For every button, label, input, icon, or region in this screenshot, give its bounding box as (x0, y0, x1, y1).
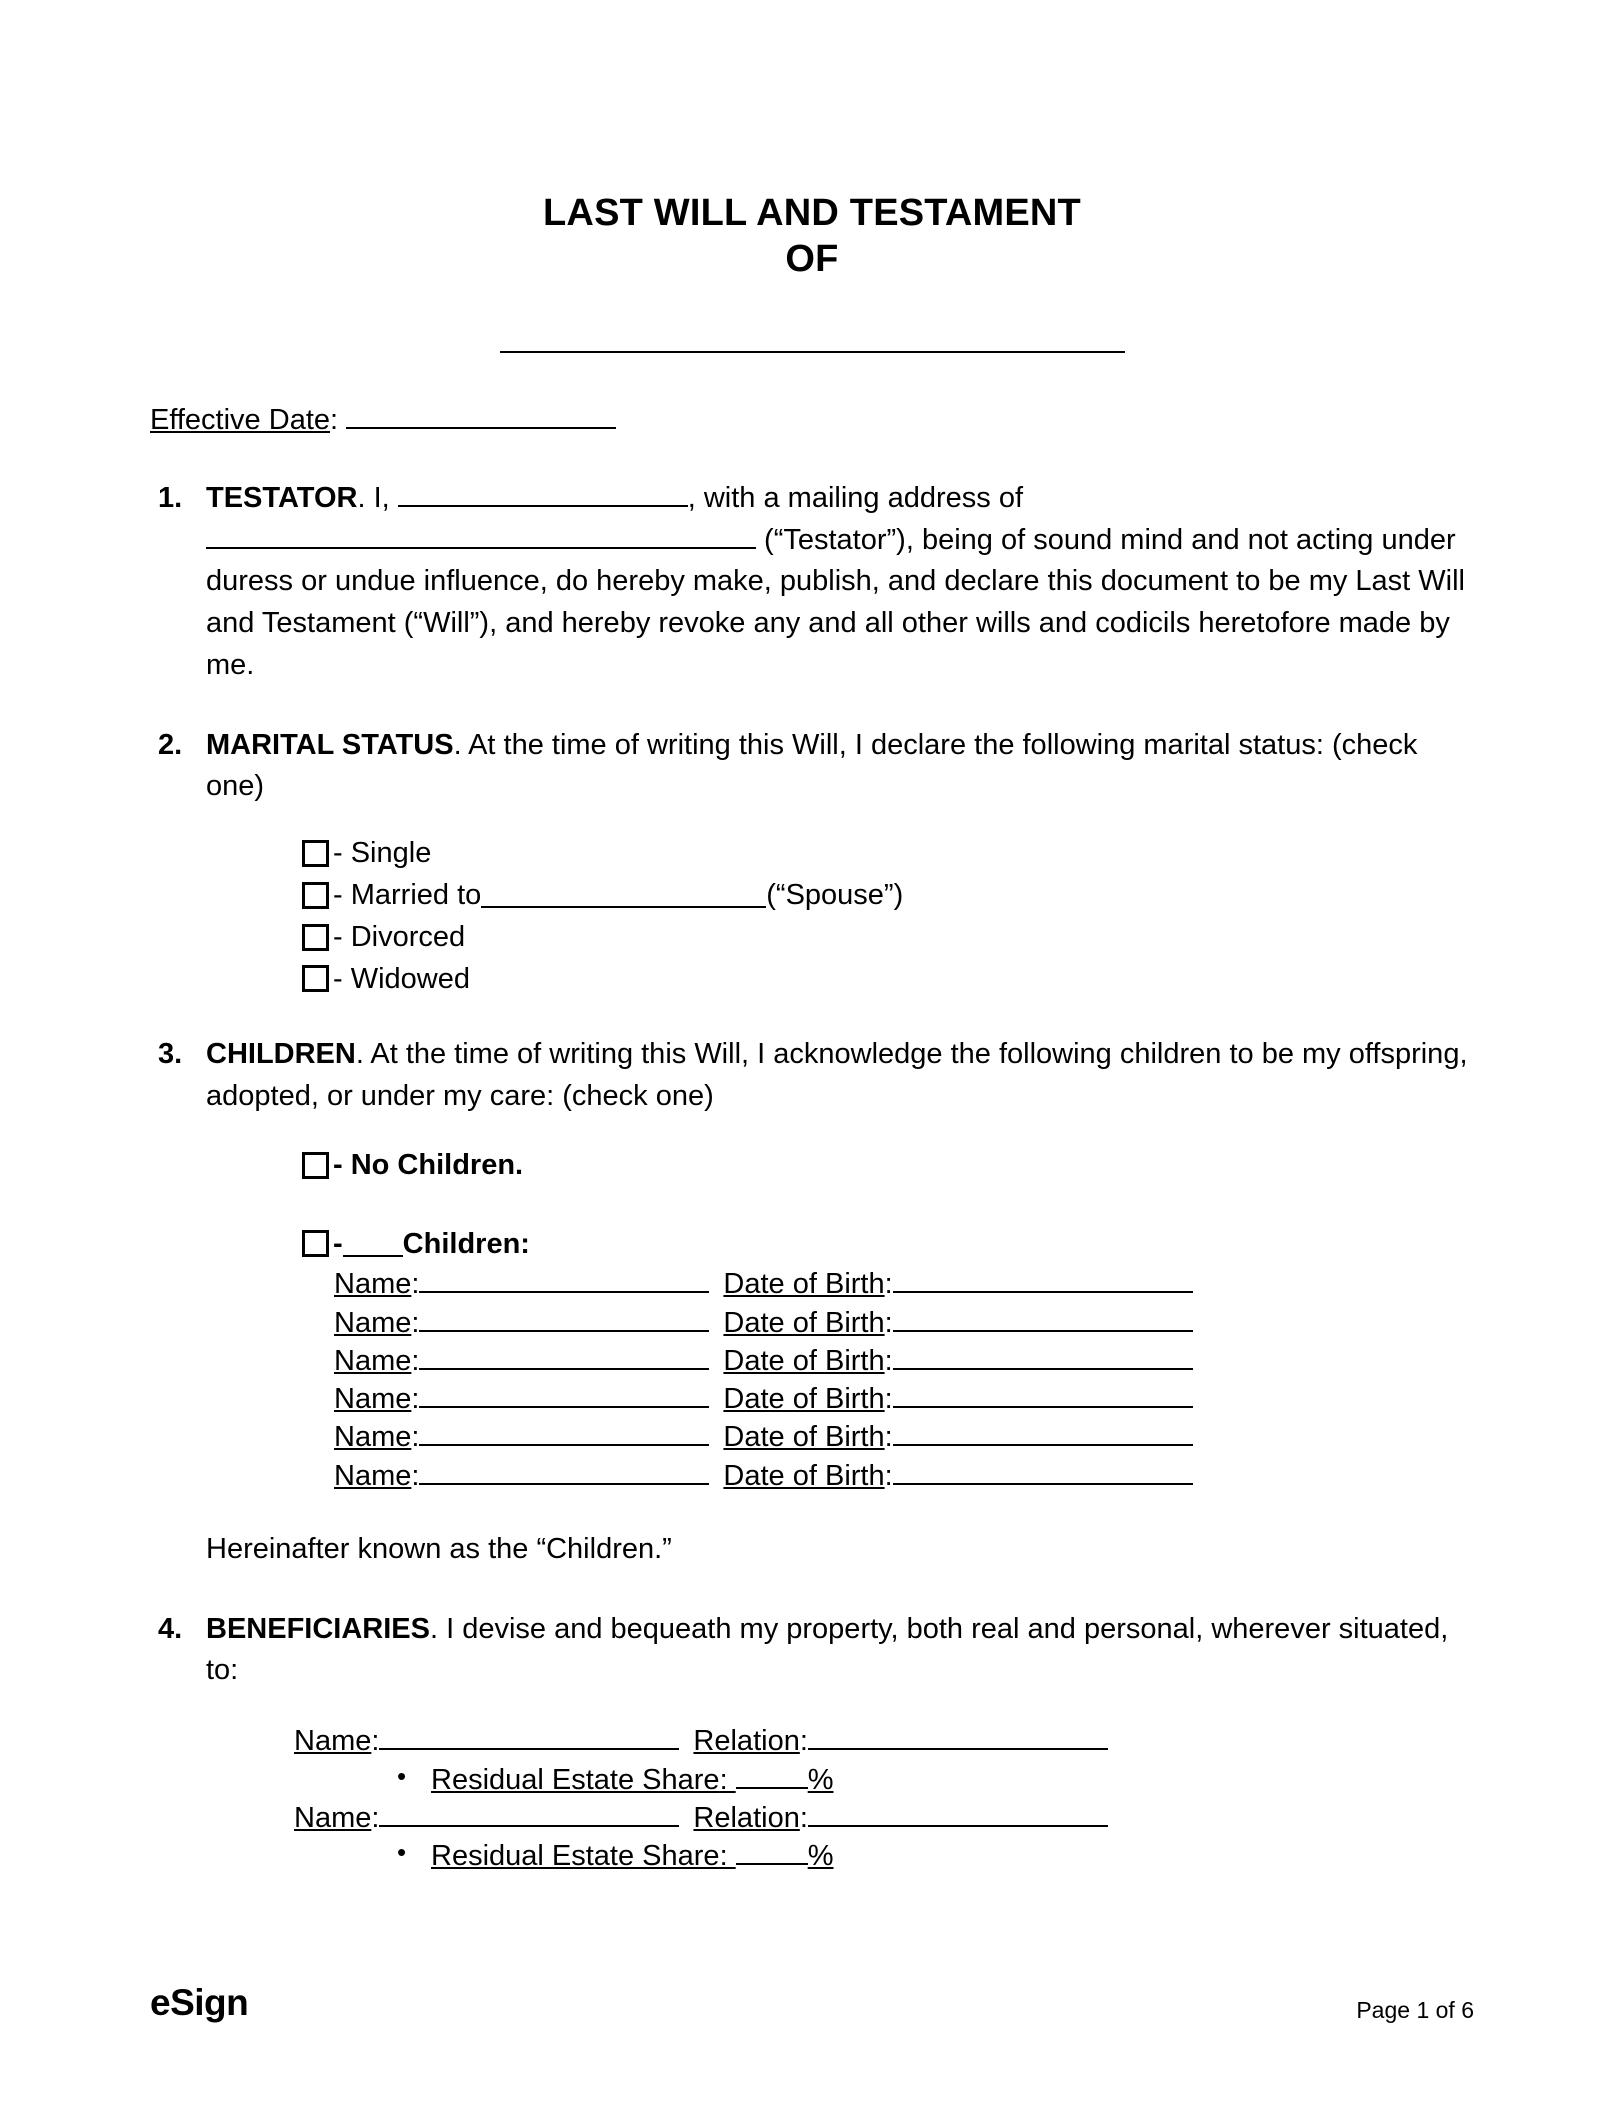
child-name-label: Name (334, 1344, 412, 1377)
esign-logo: eSign (150, 1982, 249, 2023)
beneficiary-share-row (389, 1837, 1474, 1875)
beneficiary-row (294, 1722, 1474, 1760)
colon: : (884, 1459, 893, 1492)
child-name-field[interactable] (419, 1344, 709, 1370)
children-option-none-label: - No Children. (333, 1148, 524, 1181)
child-row (334, 1265, 1474, 1303)
marital-option-married-suffix: (“Spouse”) (766, 878, 904, 911)
beneficiary-name-field[interactable] (379, 1724, 679, 1750)
section-testator (150, 478, 1474, 687)
child-name-label: Name (334, 1268, 412, 1301)
section-children-text: . At the time of writing this Will, I acknowledge the following children to be my offspring, adopted, or under my care: (check one) (206, 1038, 1468, 1113)
checkbox-icon[interactable] (302, 924, 329, 951)
colon: : (884, 1306, 893, 1339)
beneficiary-name-label: Name (294, 1801, 372, 1834)
beneficiary-share-label: Residual Estate Share (431, 1763, 720, 1796)
beneficiary-share-row (389, 1761, 1474, 1799)
effective-date-field[interactable] (346, 401, 616, 429)
child-dob-label: Date of Birth (723, 1383, 885, 1416)
marital-option-single[interactable] (302, 836, 1474, 871)
child-dob-field[interactable] (893, 1267, 1193, 1293)
section-testator-text-1: . I, (357, 481, 398, 514)
section-beneficiaries (150, 1609, 1474, 1876)
spouse-name-field[interactable] (481, 882, 766, 908)
checkbox-icon[interactable] (302, 882, 329, 909)
child-dob-label: Date of Birth (723, 1421, 885, 1454)
beneficiary-name-label: Name (294, 1725, 372, 1758)
beneficiary-share-field[interactable] (736, 1839, 808, 1865)
checkbox-icon[interactable] (302, 1230, 329, 1257)
effective-date-colon: : (330, 403, 347, 436)
child-row (334, 1457, 1474, 1495)
beneficiary-share-unit: % (807, 1763, 834, 1796)
marital-options (302, 836, 1474, 996)
colon: : (884, 1344, 893, 1377)
children-hereinafter: Hereinafter known as the “Children.” (206, 1532, 672, 1565)
page-title (150, 190, 1474, 283)
child-name-field[interactable] (419, 1459, 709, 1485)
colon: : (799, 1801, 808, 1834)
child-dob-label: Date of Birth (723, 1459, 885, 1492)
child-row (334, 1342, 1474, 1380)
child-name-field[interactable] (419, 1306, 709, 1332)
section-marital-text: . At the time of writing this Will, I declare the following marital status: (check one) (206, 728, 1418, 803)
beneficiary-row (294, 1799, 1474, 1837)
children-option-count-prefix: - (333, 1227, 343, 1260)
children-option-count[interactable] (302, 1227, 1474, 1262)
colon: : (411, 1268, 420, 1301)
marital-option-widowed[interactable] (302, 962, 1474, 997)
colon: : (719, 1840, 736, 1873)
section-beneficiaries-heading: BENEFICIARIES (206, 1612, 430, 1645)
page-indicator: Page 1 of 6 (1356, 1997, 1474, 2023)
marital-option-divorced-label: - Divorced (333, 920, 466, 953)
section-testator-text-3: (“Testator”), being of sound mind and not acting under duress or undue influence, do hereby make, publish, and declare this document to be my Last Will and Testament (“Will”), and hereby revoke any and all other wills and codicils heretofore made by me. (206, 523, 1465, 681)
title-line-2: OF (785, 238, 839, 281)
testator-address-field[interactable] (206, 521, 756, 549)
beneficiary-relation-label: Relation (693, 1801, 800, 1834)
child-row (334, 1304, 1474, 1342)
child-name-label: Name (334, 1383, 412, 1416)
marital-option-married[interactable] (302, 878, 1474, 913)
child-name-label: Name (334, 1459, 412, 1492)
child-dob-field[interactable] (893, 1382, 1193, 1408)
child-row (334, 1418, 1474, 1456)
section-marital-status (150, 725, 1474, 997)
beneficiary-relation-field[interactable] (808, 1801, 1108, 1827)
section-testator-heading: TESTATOR (206, 481, 358, 514)
children-option-none[interactable] (302, 1148, 1474, 1183)
child-name-label: Name (334, 1306, 412, 1339)
child-row (334, 1380, 1474, 1418)
beneficiary-relation-label: Relation (693, 1725, 800, 1758)
colon: : (371, 1801, 380, 1834)
colon: : (411, 1383, 420, 1416)
beneficiary-relation-field[interactable] (808, 1724, 1108, 1750)
colon: : (371, 1725, 380, 1758)
colon: : (411, 1306, 420, 1339)
children-table (334, 1265, 1474, 1495)
colon: : (884, 1268, 893, 1301)
section-children-heading: CHILDREN (206, 1038, 356, 1071)
child-name-field[interactable] (419, 1382, 709, 1408)
child-dob-field[interactable] (893, 1459, 1193, 1485)
effective-date-label: Effective Date (150, 403, 331, 436)
section-beneficiaries-text: . I devise and bequeath my property, both real and personal, wherever situated, to: (206, 1612, 1449, 1687)
marital-option-divorced[interactable] (302, 920, 1474, 955)
children-count-field[interactable] (343, 1231, 403, 1257)
beneficiary-share-label: Residual Estate Share (431, 1840, 720, 1873)
children-options (302, 1148, 1474, 1262)
beneficiary-entries (294, 1722, 1474, 1875)
checkbox-icon[interactable] (302, 1152, 329, 1179)
colon: : (411, 1344, 420, 1377)
sections-list (150, 478, 1474, 1875)
children-option-count-suffix: Children: (402, 1227, 530, 1260)
colon: : (884, 1421, 893, 1454)
child-dob-field[interactable] (893, 1306, 1193, 1332)
checkbox-icon[interactable] (302, 840, 329, 867)
section-children (150, 1034, 1474, 1570)
child-dob-label: Date of Birth (723, 1268, 885, 1301)
child-dob-field[interactable] (893, 1344, 1193, 1370)
marital-option-widowed-label: - Widowed (333, 962, 470, 995)
title-line-1: LAST WILL AND TESTAMENT (543, 192, 1081, 234)
colon: : (884, 1383, 893, 1416)
colon: : (719, 1763, 736, 1796)
checkbox-icon[interactable] (302, 965, 329, 992)
testator-name-field[interactable] (398, 479, 688, 507)
colon: : (411, 1459, 420, 1492)
child-name-field[interactable] (419, 1420, 709, 1446)
colon: : (411, 1421, 420, 1454)
section-marital-heading: MARITAL STATUS (206, 728, 454, 761)
page-footer (150, 1982, 1474, 2024)
colon: : (799, 1725, 808, 1758)
marital-option-single-label: - Single (333, 837, 432, 870)
testator-name-rule[interactable] (500, 351, 1125, 353)
child-name-field[interactable] (419, 1267, 709, 1293)
beneficiary-share-field[interactable] (736, 1763, 808, 1789)
beneficiary-share-unit: % (807, 1840, 834, 1873)
marital-option-married-label: - Married to (333, 878, 482, 911)
beneficiary-name-field[interactable] (379, 1801, 679, 1827)
child-dob-field[interactable] (893, 1420, 1193, 1446)
child-dob-label: Date of Birth (723, 1306, 885, 1339)
effective-date-row (150, 401, 1474, 440)
child-name-label: Name (334, 1421, 412, 1454)
child-dob-label: Date of Birth (723, 1344, 885, 1377)
section-testator-text-2: , with a mailing address of (687, 481, 1024, 514)
